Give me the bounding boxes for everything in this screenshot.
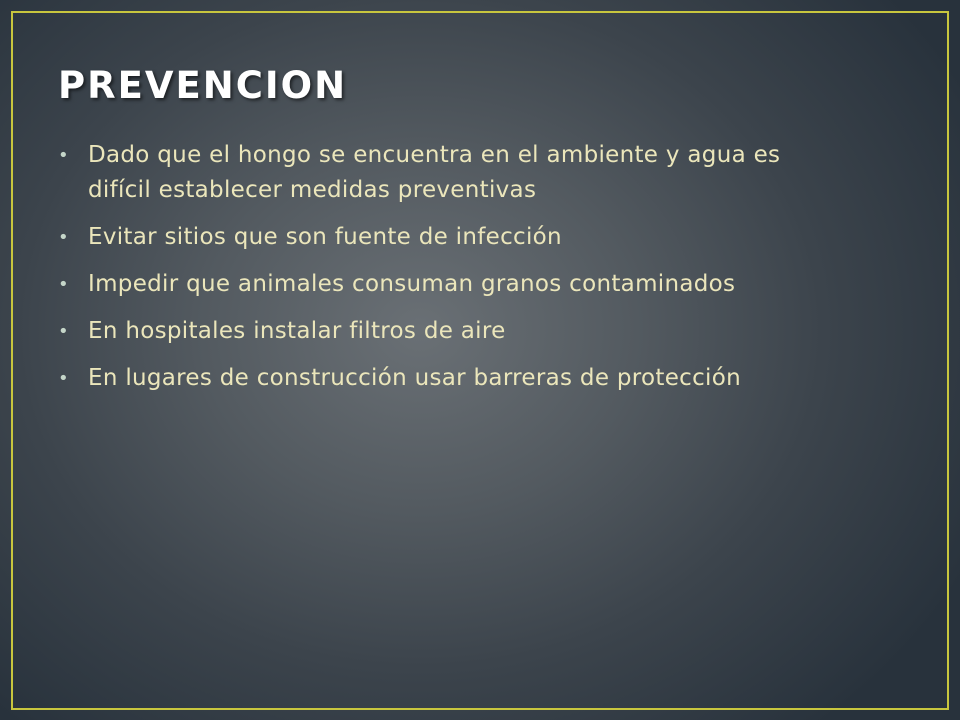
bullet-marker: • (58, 321, 69, 342)
bullet-item (58, 267, 838, 302)
bullet-item (58, 220, 838, 255)
slide-title: PREVENCION (58, 64, 348, 107)
bullet-item (58, 361, 838, 396)
bullet-text: En hospitales instalar filtros de aire (88, 318, 506, 344)
bullet-marker: • (58, 274, 69, 295)
bullet-marker: • (58, 368, 69, 389)
bullet-marker: • (58, 145, 69, 166)
bullet-list (58, 138, 838, 408)
bullet-item (58, 314, 838, 349)
bullet-text: Impedir que animales consuman granos contaminados (88, 271, 736, 297)
bullet-text: En lugares de construcción usar barreras de protección (88, 365, 742, 391)
bullet-text: Evitar sitios que son fuente de infección (88, 224, 562, 250)
bullet-item (58, 138, 838, 208)
bullet-marker: • (58, 227, 69, 248)
bullet-text: Dado que el hongo se encuentra en el ambiente y agua es difícil establecer medidas preventivas (88, 142, 781, 203)
